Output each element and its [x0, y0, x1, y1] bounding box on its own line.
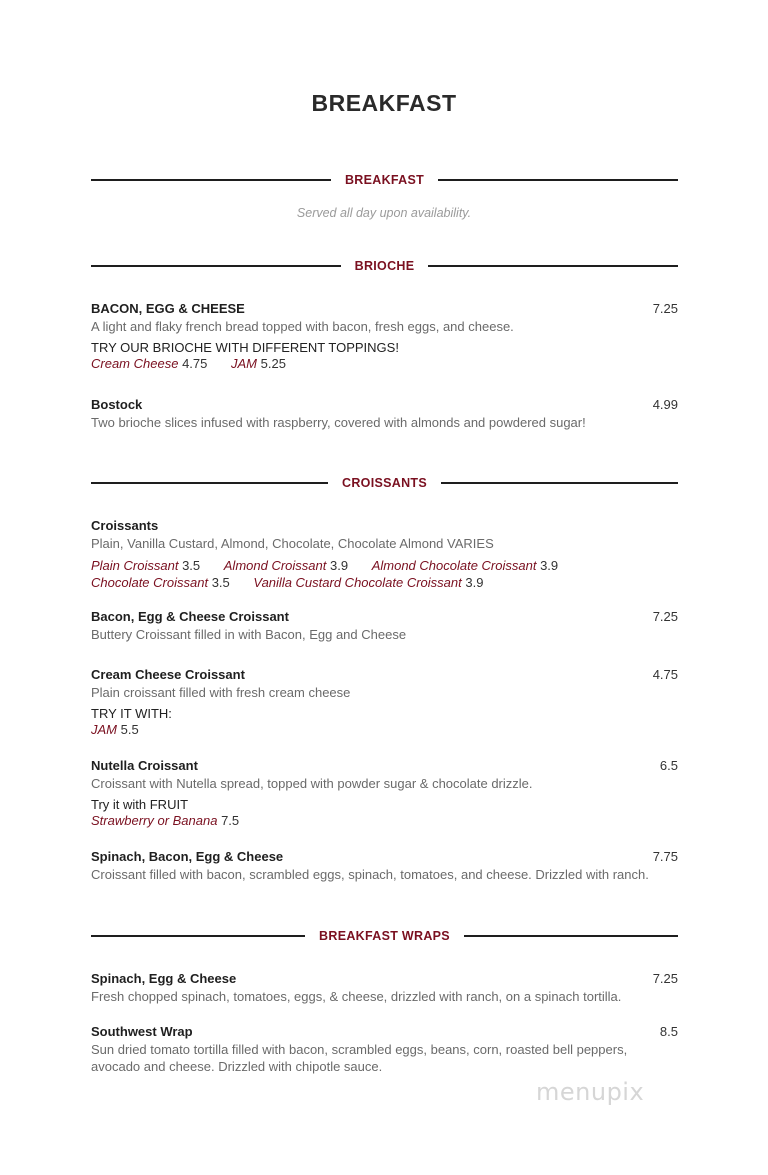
divider-line — [438, 179, 678, 181]
option-price: 3.9 — [540, 558, 559, 573]
item-description: Plain croissant filled with fresh cream cheese — [91, 685, 351, 700]
divider-line — [428, 265, 678, 267]
option — [372, 558, 558, 573]
section-header-brioche — [91, 256, 678, 276]
item-price: 7.25 — [652, 609, 678, 624]
option-price: 7.5 — [221, 813, 240, 828]
section-header-croissants — [91, 473, 678, 493]
option-row — [91, 812, 678, 829]
option-row — [91, 355, 678, 372]
menu-item-bacon-egg-cheese — [91, 301, 678, 372]
page-title: BREAKFAST — [311, 90, 457, 116]
item-description: Sun dried tomato tortilla filled with bacon, scrambled eggs, beans, corn, roasted bell peppers, avocado and cheese. Drizzled with chipotle sauce. — [91, 1042, 628, 1074]
item-name: Spinach, Egg & Cheese — [91, 971, 237, 986]
option-name: Almond Chocolate Croissant — [371, 558, 537, 573]
item-extra-heading: TRY IT WITH: — [91, 706, 172, 721]
section-header-breakfast — [91, 170, 678, 190]
item-price: 7.25 — [652, 971, 678, 986]
item-price: 4.99 — [652, 397, 678, 412]
option-name: Vanilla Custard Chocolate Croissant — [253, 575, 462, 590]
item-name: Nutella Croissant — [91, 758, 198, 773]
option-price: 4.75 — [182, 356, 208, 371]
item-name: Cream Cheese Croissant — [91, 667, 245, 682]
option-name: Plain Croissant — [91, 558, 179, 573]
item-price: 8.5 — [659, 1024, 678, 1039]
menu-item-cream-cheese-croissant — [91, 667, 678, 738]
section-note: Served all day upon availability. — [296, 206, 472, 220]
option-price: 3.9 — [330, 558, 349, 573]
item-description: Croissant filled with bacon, scrambled eggs, spinach, tomatoes, and cheese. Drizzled with ranch. — [91, 867, 649, 882]
menu-item-bec-croissant — [91, 609, 678, 643]
item-description: Fresh chopped spinach, tomatoes, eggs, & cheese, drizzled with ranch, on a spinach tortilla. — [91, 989, 622, 1004]
divider-line — [91, 935, 305, 937]
menu-item-nutella-croissant — [91, 758, 678, 829]
section-label: BREAKFAST — [344, 173, 425, 187]
option-name: Cream Cheese — [91, 356, 179, 371]
menu-item-bostock — [91, 397, 678, 431]
option-price: 3.5 — [211, 575, 230, 590]
item-name: Spinach, Bacon, Egg & Cheese — [91, 849, 284, 864]
divider-line — [91, 265, 341, 267]
option — [224, 558, 348, 573]
option — [91, 722, 139, 737]
section-label: BREAKFAST WRAPS — [319, 929, 450, 943]
option-row — [91, 557, 678, 574]
option — [231, 356, 286, 371]
option-price: 3.9 — [465, 575, 484, 590]
option — [91, 813, 239, 828]
item-price: 7.75 — [652, 849, 678, 864]
option-name: Strawberry or Banana — [91, 813, 218, 828]
watermark-logo: menupix — [536, 1078, 645, 1106]
menu-item-croissants — [91, 518, 678, 591]
item-name: Southwest Wrap — [91, 1024, 193, 1039]
option-name: JAM — [231, 356, 257, 371]
item-price: 7.25 — [652, 301, 678, 316]
item-price: 4.75 — [652, 667, 678, 682]
option-row — [91, 574, 678, 591]
item-price: 6.5 — [659, 758, 678, 773]
item-description: A light and flaky french bread topped with bacon, fresh eggs, and cheese. — [91, 319, 514, 334]
item-description: Plain, Vanilla Custard, Almond, Chocolate, Chocolate Almond VARIES — [91, 536, 494, 551]
menu-item-spinach-egg-cheese — [91, 971, 678, 1005]
divider-line — [91, 179, 331, 181]
item-name: Bacon, Egg & Cheese Croissant — [91, 609, 289, 624]
item-description: Croissant with Nutella spread, topped with powder sugar & chocolate drizzle. — [91, 776, 533, 791]
item-description: Two brioche slices infused with raspberry, covered with almonds and powdered sugar! — [91, 415, 586, 430]
divider-line — [464, 935, 678, 937]
section-header-breakfast-wraps — [91, 926, 678, 946]
option — [253, 575, 483, 590]
option-price: 3.5 — [182, 558, 201, 573]
divider-line — [91, 482, 328, 484]
option — [91, 575, 230, 590]
option-price: 5.25 — [260, 356, 286, 371]
item-name: Croissants — [91, 518, 159, 533]
item-extra-heading: Try it with FRUIT — [91, 797, 189, 812]
option-name: JAM — [91, 722, 117, 737]
option-name: Chocolate Croissant — [91, 575, 209, 590]
menu-item-southwest-wrap — [91, 1024, 678, 1075]
option-row — [91, 721, 678, 738]
section-label: BRIOCHE — [354, 259, 415, 273]
item-description: Buttery Croissant filled in with Bacon, Egg and Cheese — [91, 627, 407, 642]
item-name: BACON, EGG & CHEESE — [91, 301, 245, 316]
option-name: Almond Croissant — [223, 558, 327, 573]
option — [91, 356, 207, 371]
option-price: 5.5 — [120, 722, 139, 737]
item-name: Bostock — [91, 397, 143, 412]
menu-item-spinach-bacon-egg-cheese — [91, 849, 678, 883]
section-label: CROISSANTS — [342, 476, 427, 490]
option — [91, 558, 200, 573]
item-extra-heading: TRY OUR BRIOCHE WITH DIFFERENT TOPPINGS! — [91, 340, 399, 355]
divider-line — [441, 482, 678, 484]
